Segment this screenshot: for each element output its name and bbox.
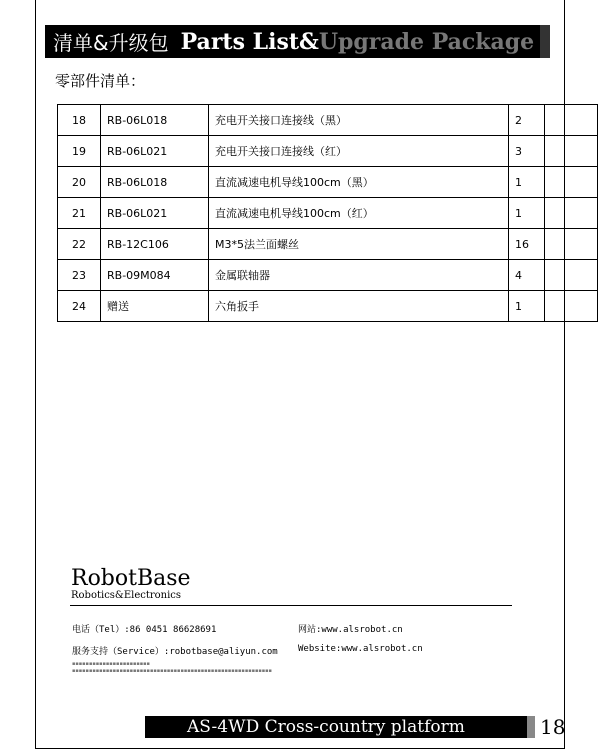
fine-print-line-1: ▪▪▪▪▪▪▪▪▪▪▪▪▪▪▪▪▪▪▪▪▪▪▪: [72, 661, 150, 667]
table-row: [58, 167, 598, 198]
table-row: [58, 136, 598, 167]
header-title-en-part1: Parts List&: [180, 28, 319, 55]
cell-part-name: 充电开关接口连接线（黑）: [209, 105, 509, 136]
cell-remark: [545, 198, 598, 229]
cell-remark: [545, 136, 598, 167]
table-row: [58, 291, 598, 322]
header-bar: [45, 25, 550, 58]
cell-part-code: RB-12C106: [101, 229, 209, 260]
cell-part-name: 直流减速电机导线100cm（红）: [209, 198, 509, 229]
fine-print-line-2: ▪▪▪▪▪▪▪▪▪▪▪▪▪▪▪▪▪▪▪▪▪▪▪▪▪▪▪▪▪▪▪▪▪▪▪▪▪▪▪▪▪▪▪▪▪▪▪▪▪▪▪▪▪▪▪▪▪▪▪: [72, 668, 272, 674]
cell-number: 21: [58, 198, 101, 229]
cell-part-name: M3*5法兰面螺丝: [209, 229, 509, 260]
cell-quantity: 1: [509, 198, 545, 229]
cell-part-name: 金属联轴器: [209, 260, 509, 291]
brand-name: RobotBase: [71, 566, 191, 591]
cell-quantity: 16: [509, 229, 545, 260]
cell-quantity: 2: [509, 105, 545, 136]
footer-bar: [145, 716, 535, 738]
footer-title: AS-4WD Cross-country platform: [187, 717, 465, 737]
cell-part-code: RB-06L021: [101, 136, 209, 167]
table-row: [58, 229, 598, 260]
cell-quantity: 3: [509, 136, 545, 167]
cell-part-code: RB-06L021: [101, 198, 209, 229]
parts-table: [57, 104, 598, 322]
table-row: [58, 260, 598, 291]
cell-remark: [545, 229, 598, 260]
contact-website-cn: 网站:www.alsrobot.cn: [298, 625, 403, 635]
cell-quantity: 1: [509, 291, 545, 322]
section-title: 零部件清单：: [55, 72, 146, 90]
cell-part-code: 赠送: [101, 291, 209, 322]
table-row: [58, 105, 598, 136]
header-title-cn: 清单&升级包: [53, 31, 169, 55]
cell-part-code: RB-09M084: [101, 260, 209, 291]
cell-part-name: 充电开关接口连接线（红）: [209, 136, 509, 167]
cell-number: 19: [58, 136, 101, 167]
brand-tagline: Robotics&Electronics: [71, 590, 182, 601]
cell-part-code: RB-06L018: [101, 167, 209, 198]
parts-table-body: [58, 105, 598, 322]
cell-remark: [545, 105, 598, 136]
contact-website-en: Website:www.alsrobot.cn: [298, 644, 423, 654]
cell-number: 24: [58, 291, 101, 322]
cell-number: 23: [58, 260, 101, 291]
cell-remark: [545, 167, 598, 198]
cell-part-name: 六角扳手: [209, 291, 509, 322]
divider: [70, 605, 512, 606]
cell-number: 18: [58, 105, 101, 136]
cell-number: 22: [58, 229, 101, 260]
cell-number: 20: [58, 167, 101, 198]
cell-quantity: 1: [509, 167, 545, 198]
cell-quantity: 4: [509, 260, 545, 291]
cell-remark: [545, 291, 598, 322]
cell-part-code: RB-06L018: [101, 105, 209, 136]
page-number: 18: [540, 715, 566, 739]
header-title-en-part2: Upgrade Package: [318, 28, 535, 55]
table-row: [58, 198, 598, 229]
cell-remark: [545, 260, 598, 291]
contact-tel: 电话（Tel）:86 0451 86628691: [72, 625, 217, 635]
cell-part-name: 直流减速电机导线100cm（黑）: [209, 167, 509, 198]
contact-service: 服务支持（Service）:robotbase@aliyun.com: [72, 647, 278, 657]
